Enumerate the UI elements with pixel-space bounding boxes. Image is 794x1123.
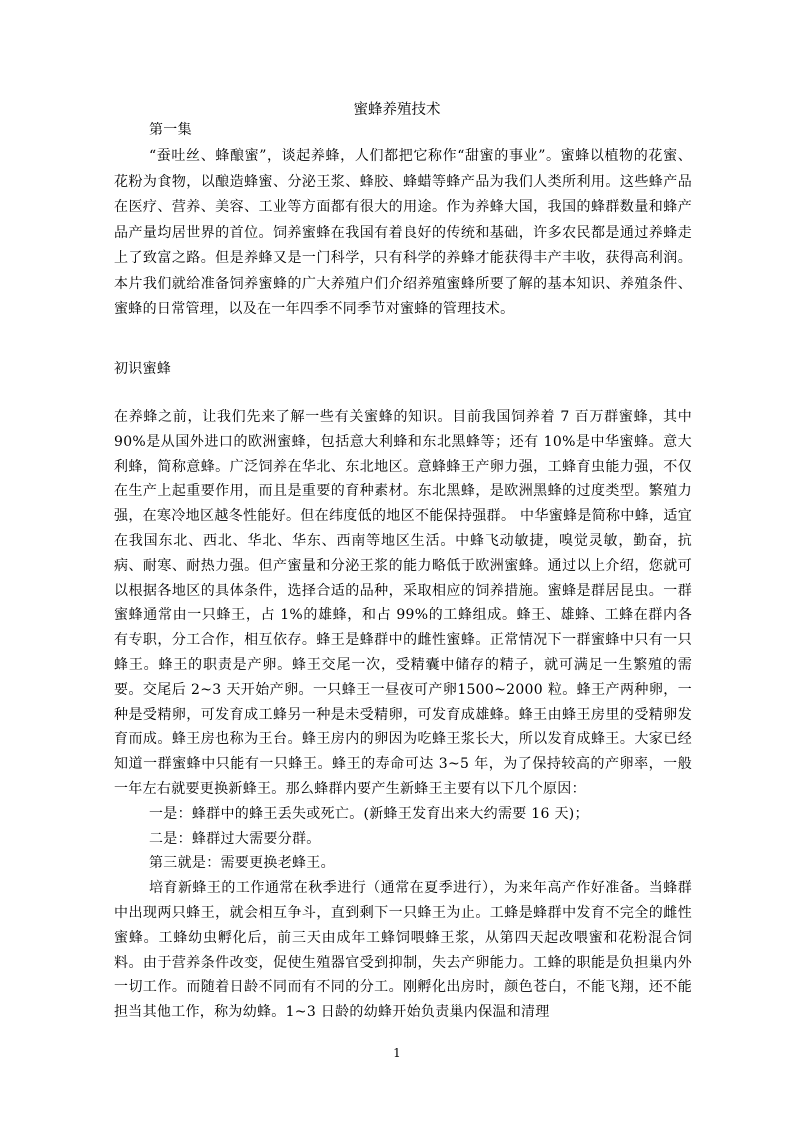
main-paragraph: 在养蜂之前，让我们先来了解一些有关蜜蜂的知识。目前我国饲养着 7 百万群蜜蜂，其中 90%是从国外进口的欧洲蜜蜂，包括意大利蜂和东北黑蜂等；还有 10%是中华蜜蜂。意大利蜂，简称意蜂。广泛饲养在华北、东北地区。意蜂蜂王产卵力强，工蜂育虫能力强，不仅在生产上起重要作用，而且是重要的育种素材。东北黑蜂，是欧洲黑蜂的过度类型。繁殖力强，在寒冷地区越冬性能好。但在纬度低的地区不能保持强群。 中华蜜蜂是简称中蜂，适宜在我国东北、西北、华北、华东、西南等地区生活。中蜂飞动敏捷，嗅觉灵敏，勤奋，抗病、耐寒、耐热力强。但产蜜量和分泌王浆的能力略低于欧洲蜜蜂。通过以上介绍，您就可以根据各地区的具体条件，选择合适的品种，采取相应的饲养措施。蜜蜂是群居昆虫。一群蜜蜂通常由一只蜂王，占 1%的雄蜂，和占 99%的工蜂组成。蜂王、雄蜂、工蜂在群内各有专职，分工合作，相互依存。蜂王是蜂群中的雌性蜜蜂。正常情况下一群蜜蜂中只有一只蜂王。蜂王的职责是产卵。蜂王交尾一次，受精囊中储存的精子，就可满足一生繁殖的需要。交尾后 2~3 天开始产卵。一只蜂王一昼夜可产卵1500~2000 粒。蜂王产两种卵，一种是受精卵，可发育成工蜂另一种是未受精卵，可发育成雄蜂。蜂王由蜂王房里的受精卵发育而成。蜂王房也称为王台。蜂王房内的卵因为吃蜂王浆长大，所以发育成蜂王。大家已经知道一群蜜蜂中只能有一只蜂王。蜂王的寿命可达 3~5 年，为了保持较高的产卵率，一般一年左右就要更换新蜂王。那么蜂群内要产生新蜂王主要有以下几个原因：: [114, 409, 692, 797]
intro-text: “蚕吐丝、蜂酿蜜”，谈起养蜂，人们都把它称作“甜蜜的事业”。蜜蜂以植物的花蜜、花粉为食物，以酿造蜂蜜、分泌王浆、蜂胶、蜂蜡等蜂产品为我们人类所利用。这些蜂产品在医疗、营养、美容、工业等方面都有很大的用途。作为养蜂大国，我国的蜂群数量和蜂产品产量均居世界的首位。饲养蜜蜂在我国有着良好的传统和基础，许多农民都是通过养蜂走上了致富之路。但是养蜂又是一门科学，只有科学的养蜂才能获得丰产丰收，获得高利润。本片我们就给准备饲养蜜蜂的广大养殖户们介绍养殖蜜蜂所要了解的基本知识、养殖条件、蜜蜂的日常管理，以及在一年四季不同季节对蜜蜂的管理技术。: [114, 148, 692, 317]
section-heading: 初识蜜蜂: [114, 361, 172, 377]
episode-heading: 第一集: [149, 122, 192, 138]
page-number: 1: [393, 1046, 401, 1060]
body-text: [114, 405, 692, 1025]
reason-item-3: 第三就是：需要更换老蜂王。: [149, 855, 335, 872]
intro-paragraph: [114, 144, 692, 323]
tail-paragraph: 培育新蜂王的工作通常在秋季进行（通常在夏季进行），为来年高产作好准备。当蜂群中出现两只蜂王，就会相互争斗，直到剩下一只蜂王为止。工蜂是蜂群中发育不完全的雌性蜜蜂。工蜂幼虫孵化后，前三天由成年工蜂饲喂蜂王浆，从第四天起改喂蜜和花粉混合饲料。由于营养条件改变，促使生殖器官受到抑制，失去产卵能力。工蜂的职能是负担巢内外一切工作。而随着日龄不同而有不同的分工。刚孵化出房时，颜色苍白，不能飞翔，还不能担当其他工作，称为幼蜂。1~3 日龄的幼蜂开始负责巢内保温和清理: [114, 880, 692, 1021]
document-title: 蜜蜂养殖技术: [353, 102, 441, 118]
reason-item-2: 二是：蜂群过大需要分群。: [149, 830, 321, 847]
reason-item-1: 一是：蜂群中的蜂王丢失或死亡。(新蜂王发育出来大约需要 16 天)；: [149, 805, 589, 822]
